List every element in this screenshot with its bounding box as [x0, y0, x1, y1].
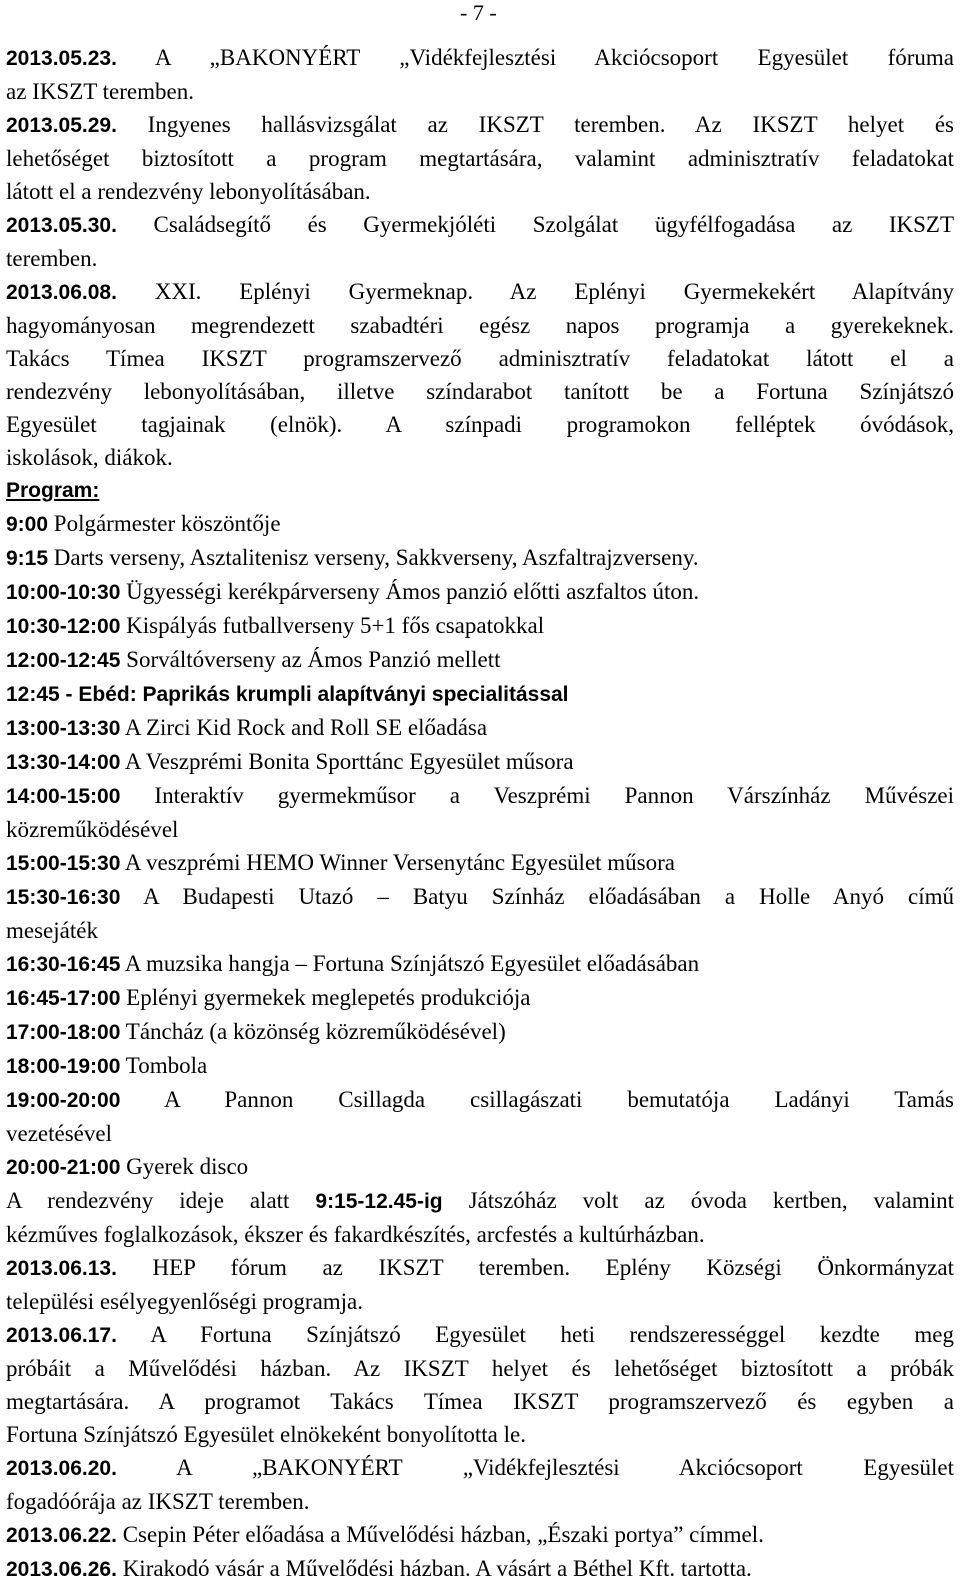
entry-line: lehetőséget biztosított a program megtartására, valamint adminisztratív feladatokat: [6, 146, 954, 171]
program-time: 10:30-12:00: [6, 615, 121, 638]
entry-line: megtartására. A programot Takács Tímea IKSZT programszervező és egyben a: [6, 1389, 954, 1414]
entry-text: XXI. Eplényi Gyermeknap. Az Eplényi Gyermekekért Alapítvány: [154, 279, 954, 304]
program-time: 19:00-20:00: [6, 1089, 121, 1112]
entry-line: [6, 1552, 954, 1586]
entry-line: [6, 275, 954, 309]
entry-line: rendezvény lebonyolításában, illetve színdarabot tanított be a Fortuna Színjátszó: [6, 379, 954, 404]
program-text: Sorváltóverseny az Ámos Panzió mellett: [126, 647, 501, 672]
program-item: [6, 1015, 954, 1049]
program-item: [6, 677, 954, 711]
program-item: [6, 609, 954, 643]
program-text: Darts verseny, Asztalitenisz verseny, Sakkverseny, Aszfaltrajzverseny.: [53, 545, 699, 570]
program-item: [6, 575, 954, 609]
entry-date: 2013.06.22.: [6, 1524, 117, 1547]
entry-date: 2013.06.20.: [6, 1457, 117, 1480]
program-time: 15:00-15:30: [6, 852, 121, 875]
program-time: 20:00-21:00: [6, 1156, 121, 1179]
program-item: [6, 880, 954, 914]
note-text: Játszóház volt az óvoda kertben, valamint: [468, 1188, 955, 1213]
program-text: A veszprémi HEMO Winner Versenytánc Egyesület műsora: [124, 850, 675, 875]
program-time: 12:00-12:45: [6, 649, 121, 672]
entry-line: Takács Tímea IKSZT programszervező adminisztratív feladatokat látott el a: [6, 346, 954, 371]
program-item: [6, 507, 954, 541]
entry-text: A „BAKONYÉRT „Vidékfejlesztési Akciócsoport Egyesület fóruma: [155, 45, 954, 70]
entry-text: Csepin Péter előadása a Művelődési házban, „Északi portya” címmel.: [122, 1522, 764, 1547]
program-item-continuation: vezetésével: [6, 1121, 112, 1146]
program-item: [6, 846, 954, 880]
entry-line: [6, 1251, 954, 1285]
program-item: [6, 1150, 954, 1184]
program-time: 16:30-16:45: [6, 953, 121, 976]
entry-line: [6, 1518, 954, 1552]
program-item: [6, 745, 954, 779]
program-time: 10:00-10:30: [6, 581, 121, 604]
entry-line: Egyesület tagjainak (elnök). A színpadi programokon felléptek óvódások,: [6, 412, 954, 437]
entry-text: A „BAKONYÉRT „Vidékfejlesztési Akciócsoport Egyesület: [176, 1455, 954, 1480]
program-text: A Zirci Kid Rock and Roll SE előadása: [124, 715, 488, 740]
entry-text: Kirakodó vásár a Művelődési házban. A vásárt a Béthel Kft. tartotta.: [122, 1556, 752, 1581]
entry-line: települési esélyegyenlőségi programja.: [6, 1289, 364, 1314]
program-time: 15:30-16:30: [6, 886, 121, 909]
entry-date: 2013.05.30.: [6, 214, 117, 237]
program-time: 18:00-19:00: [6, 1055, 121, 1078]
entry-line: iskolások, diákok.: [6, 445, 173, 470]
program-time: 9:00: [6, 513, 49, 536]
program-time: 14:00-15:00: [6, 785, 121, 808]
program-time: 13:30-14:00: [6, 751, 121, 774]
program-item: [6, 643, 954, 677]
program-item-continuation: közreműködésével: [6, 817, 179, 842]
entry-text: Családsegítő és Gyermekjóléti Szolgálat ügyfélfogadása az IKSZT: [153, 212, 955, 237]
program-list: [6, 507, 954, 1184]
program-text: Paprikás krumpli alapítványi specialitással: [142, 683, 569, 706]
program-item: [6, 981, 954, 1015]
page-number: - 7 -: [460, 0, 497, 25]
program-item: [6, 541, 954, 575]
document-body: [6, 41, 954, 1586]
program-text: A Veszprémi Bonita Sporttánc Egyesület műsora: [124, 749, 574, 774]
entry-text: A Fortuna Színjátszó Egyesület heti rendszerességgel kezdte meg: [150, 1322, 955, 1347]
program-item: [6, 711, 954, 745]
program-note: kézműves foglalkozások, ékszer és fakardkészítés, arcfestés a kultúrházban.: [6, 1222, 705, 1247]
program-text: A Budapesti Utazó – Batyu Színház előadásában a Holle Anyó című: [143, 884, 954, 909]
program-note: [6, 1184, 954, 1218]
program-text: Kispályás futballverseny 5+1 fős csapatokkal: [126, 613, 545, 638]
program-text: Interaktív gyermekműsor a Veszprémi Pannon Várszínház Művészei: [154, 783, 954, 808]
program-text: Tombola: [125, 1053, 208, 1078]
entry-text: HEP fórum az IKSZT teremben. Eplény Községi Önkormányzat: [152, 1255, 954, 1280]
entry-line: fogadóórája az IKSZT teremben.: [6, 1489, 310, 1514]
entry-line: az IKSZT teremben.: [6, 79, 194, 104]
entry-line: Fortuna Színjátszó Egyesület elnökeként bonyolította le.: [6, 1422, 526, 1447]
entry-date: 2013.06.26.: [6, 1558, 117, 1581]
entry-date: 2013.05.29.: [6, 114, 117, 137]
program-item: [6, 1049, 954, 1083]
entry-date: 2013.06.13.: [6, 1257, 117, 1280]
entry-line: látott el a rendezvény lebonyolításában.: [6, 179, 371, 204]
program-time: 9:15: [6, 547, 49, 570]
program-text: A muzsika hangja – Fortuna Színjátszó Egyesület előadásában: [124, 951, 700, 976]
program-time: 12:45 - Ebéd:: [6, 683, 137, 706]
program-time: 13:00-13:30: [6, 717, 121, 740]
note-text: A rendezvény ideje alatt: [6, 1188, 290, 1213]
entry-date: 2013.05.23.: [6, 47, 117, 70]
entry-text: Ingyenes hallásvizsgálat az IKSZT teremben. Az IKSZT helyet és: [147, 112, 955, 137]
program-text: Eplényi gyermekek meglepetés produkciója: [126, 985, 531, 1010]
program-time: 16:45-17:00: [6, 987, 121, 1010]
program-text: Polgármester köszöntője: [53, 511, 281, 536]
program-heading: Program:: [6, 479, 100, 502]
entry-line: hagyományosan megrendezett szabadtéri egész napos programja a gyerekeknek.: [6, 313, 954, 338]
program-text: Gyerek disco: [126, 1154, 249, 1179]
entry-line: [6, 1318, 954, 1352]
entry-date: 2013.06.08.: [6, 281, 117, 304]
entry-line: próbáit a Művelődési házban. Az IKSZT helyet és lehetőséget biztosított a próbák: [6, 1356, 954, 1381]
entry-line: teremben.: [6, 246, 98, 271]
program-item-continuation: mesejáték: [6, 918, 98, 943]
program-text: A Pannon Csillagda csillagászati bemutatója Ladányi Tamás: [164, 1087, 954, 1112]
entry-line: [6, 1451, 954, 1485]
entry-line: [6, 108, 954, 142]
program-item: [6, 947, 954, 981]
entry-line: [6, 41, 954, 75]
entry-date: 2013.06.17.: [6, 1324, 117, 1347]
program-time: 17:00-18:00: [6, 1021, 121, 1044]
note-time: 9:15-12.45-ig: [315, 1190, 443, 1213]
program-text: Táncház (a közönség közreműködésével): [125, 1019, 506, 1044]
program-item: [6, 1083, 954, 1117]
program-text: Ügyességi kerékpárverseny Ámos panzió előtti aszfaltos úton.: [126, 579, 700, 604]
program-item: [6, 779, 954, 813]
entry-line: [6, 208, 954, 242]
